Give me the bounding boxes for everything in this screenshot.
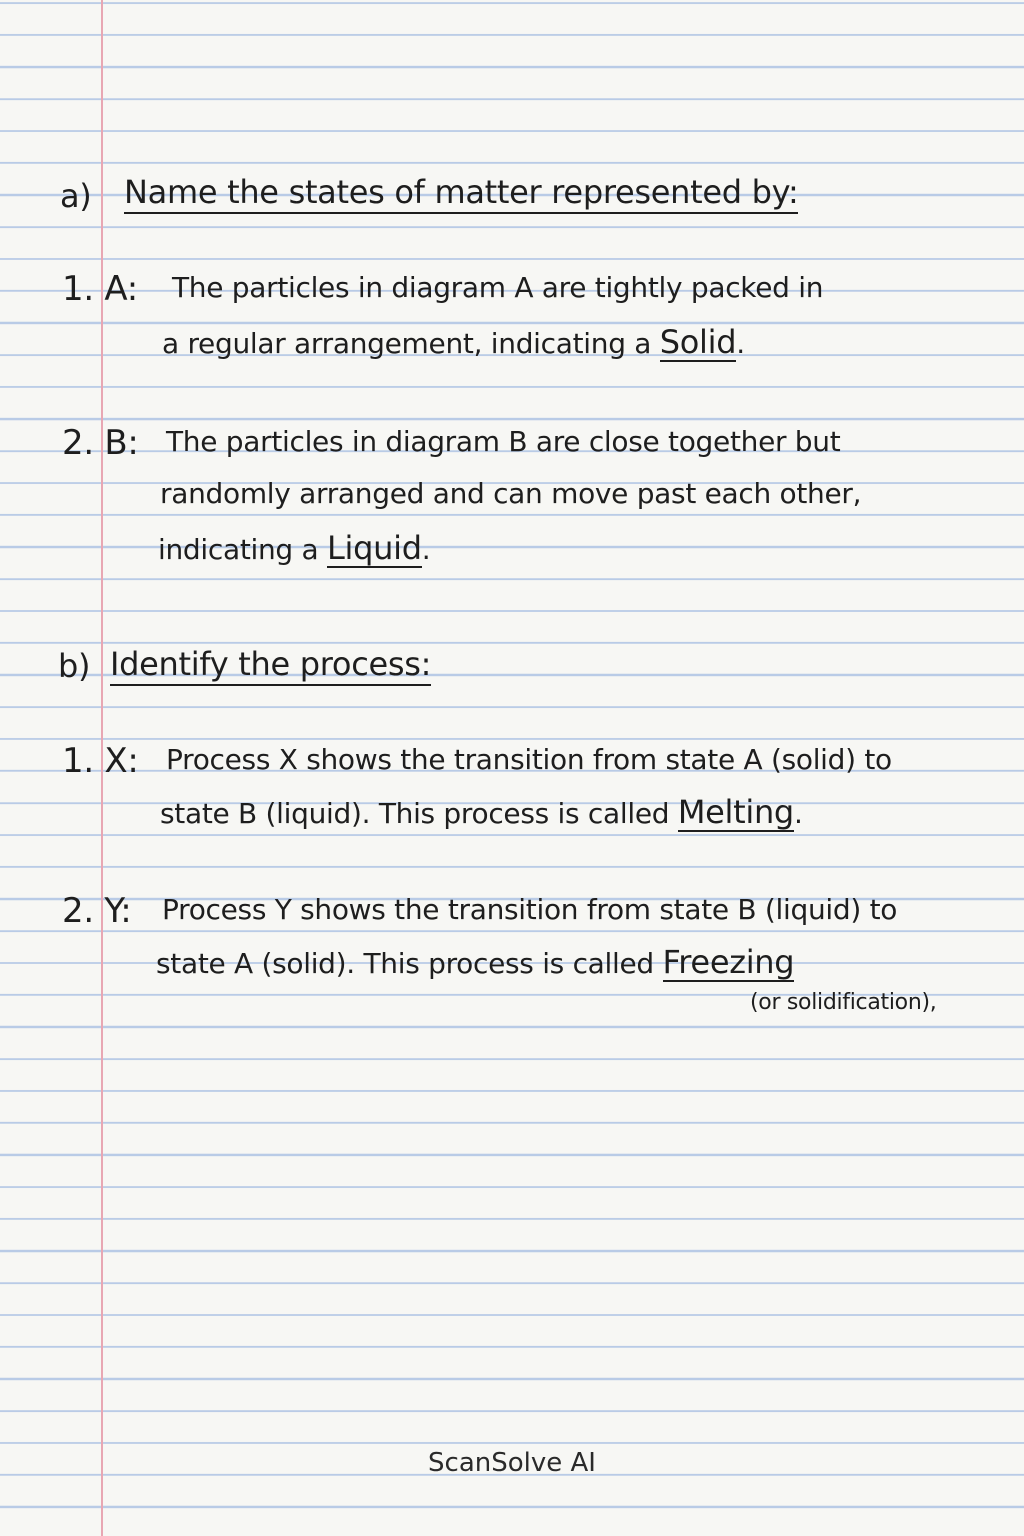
answer-freezing: Freezing xyxy=(662,943,795,981)
answer-melting: Melting xyxy=(677,793,794,831)
answer-liquid: Liquid xyxy=(326,529,422,567)
part-b-heading-text: Identify the process: xyxy=(110,648,431,686)
part-a-item1-end: . xyxy=(736,327,745,360)
part-a-item1-marker: 1. A: xyxy=(62,269,138,309)
part-a-item2-line2: randomly arranged and can move past each other, xyxy=(160,477,862,510)
part-a-item2-end: . xyxy=(421,533,431,566)
part-a-label: a) xyxy=(60,177,92,215)
part-b-item1-marker: 1. X: xyxy=(62,741,139,781)
part-a-item1-line2-text: a regular arrangement, indicating a xyxy=(162,327,652,360)
part-a-item2-line1: The particles in diagram B are close together but xyxy=(166,425,841,458)
part-a-item2-line3 xyxy=(158,529,431,568)
answer-solid: Solid xyxy=(659,323,737,361)
part-b-item1-line2 xyxy=(160,793,803,832)
part-a-heading-text: Name the states of matter represented by: xyxy=(124,176,798,214)
part-a-heading xyxy=(124,173,799,214)
footer-brand: ScanSolve AI xyxy=(428,1448,596,1478)
part-b-heading xyxy=(110,645,432,686)
part-b-item2-line1: Process Y shows the transition from state B (liquid) to xyxy=(162,893,898,926)
part-a-item1-line2 xyxy=(162,323,745,362)
part-b-label: b) xyxy=(58,647,91,685)
part-a-item1-line1: The particles in diagram A are tightly packed in xyxy=(172,271,824,304)
part-b-item2-marker: 2. Y: xyxy=(62,891,132,931)
part-b-item2-line2-text: state A (solid). This process is called xyxy=(156,947,654,980)
part-b-item1-end: . xyxy=(793,797,803,830)
part-b-item1-line2-text: state B (liquid). This process is called xyxy=(160,797,670,830)
part-b-item2-note: (or solidification), xyxy=(750,990,937,1015)
part-b-item1-line1: Process X shows the transition from state A (solid) to xyxy=(166,743,892,776)
part-a-item2-marker: 2. B: xyxy=(62,423,139,463)
part-b-item2-line2 xyxy=(156,943,795,982)
part-a-item2-line3-text: indicating a xyxy=(158,533,319,566)
